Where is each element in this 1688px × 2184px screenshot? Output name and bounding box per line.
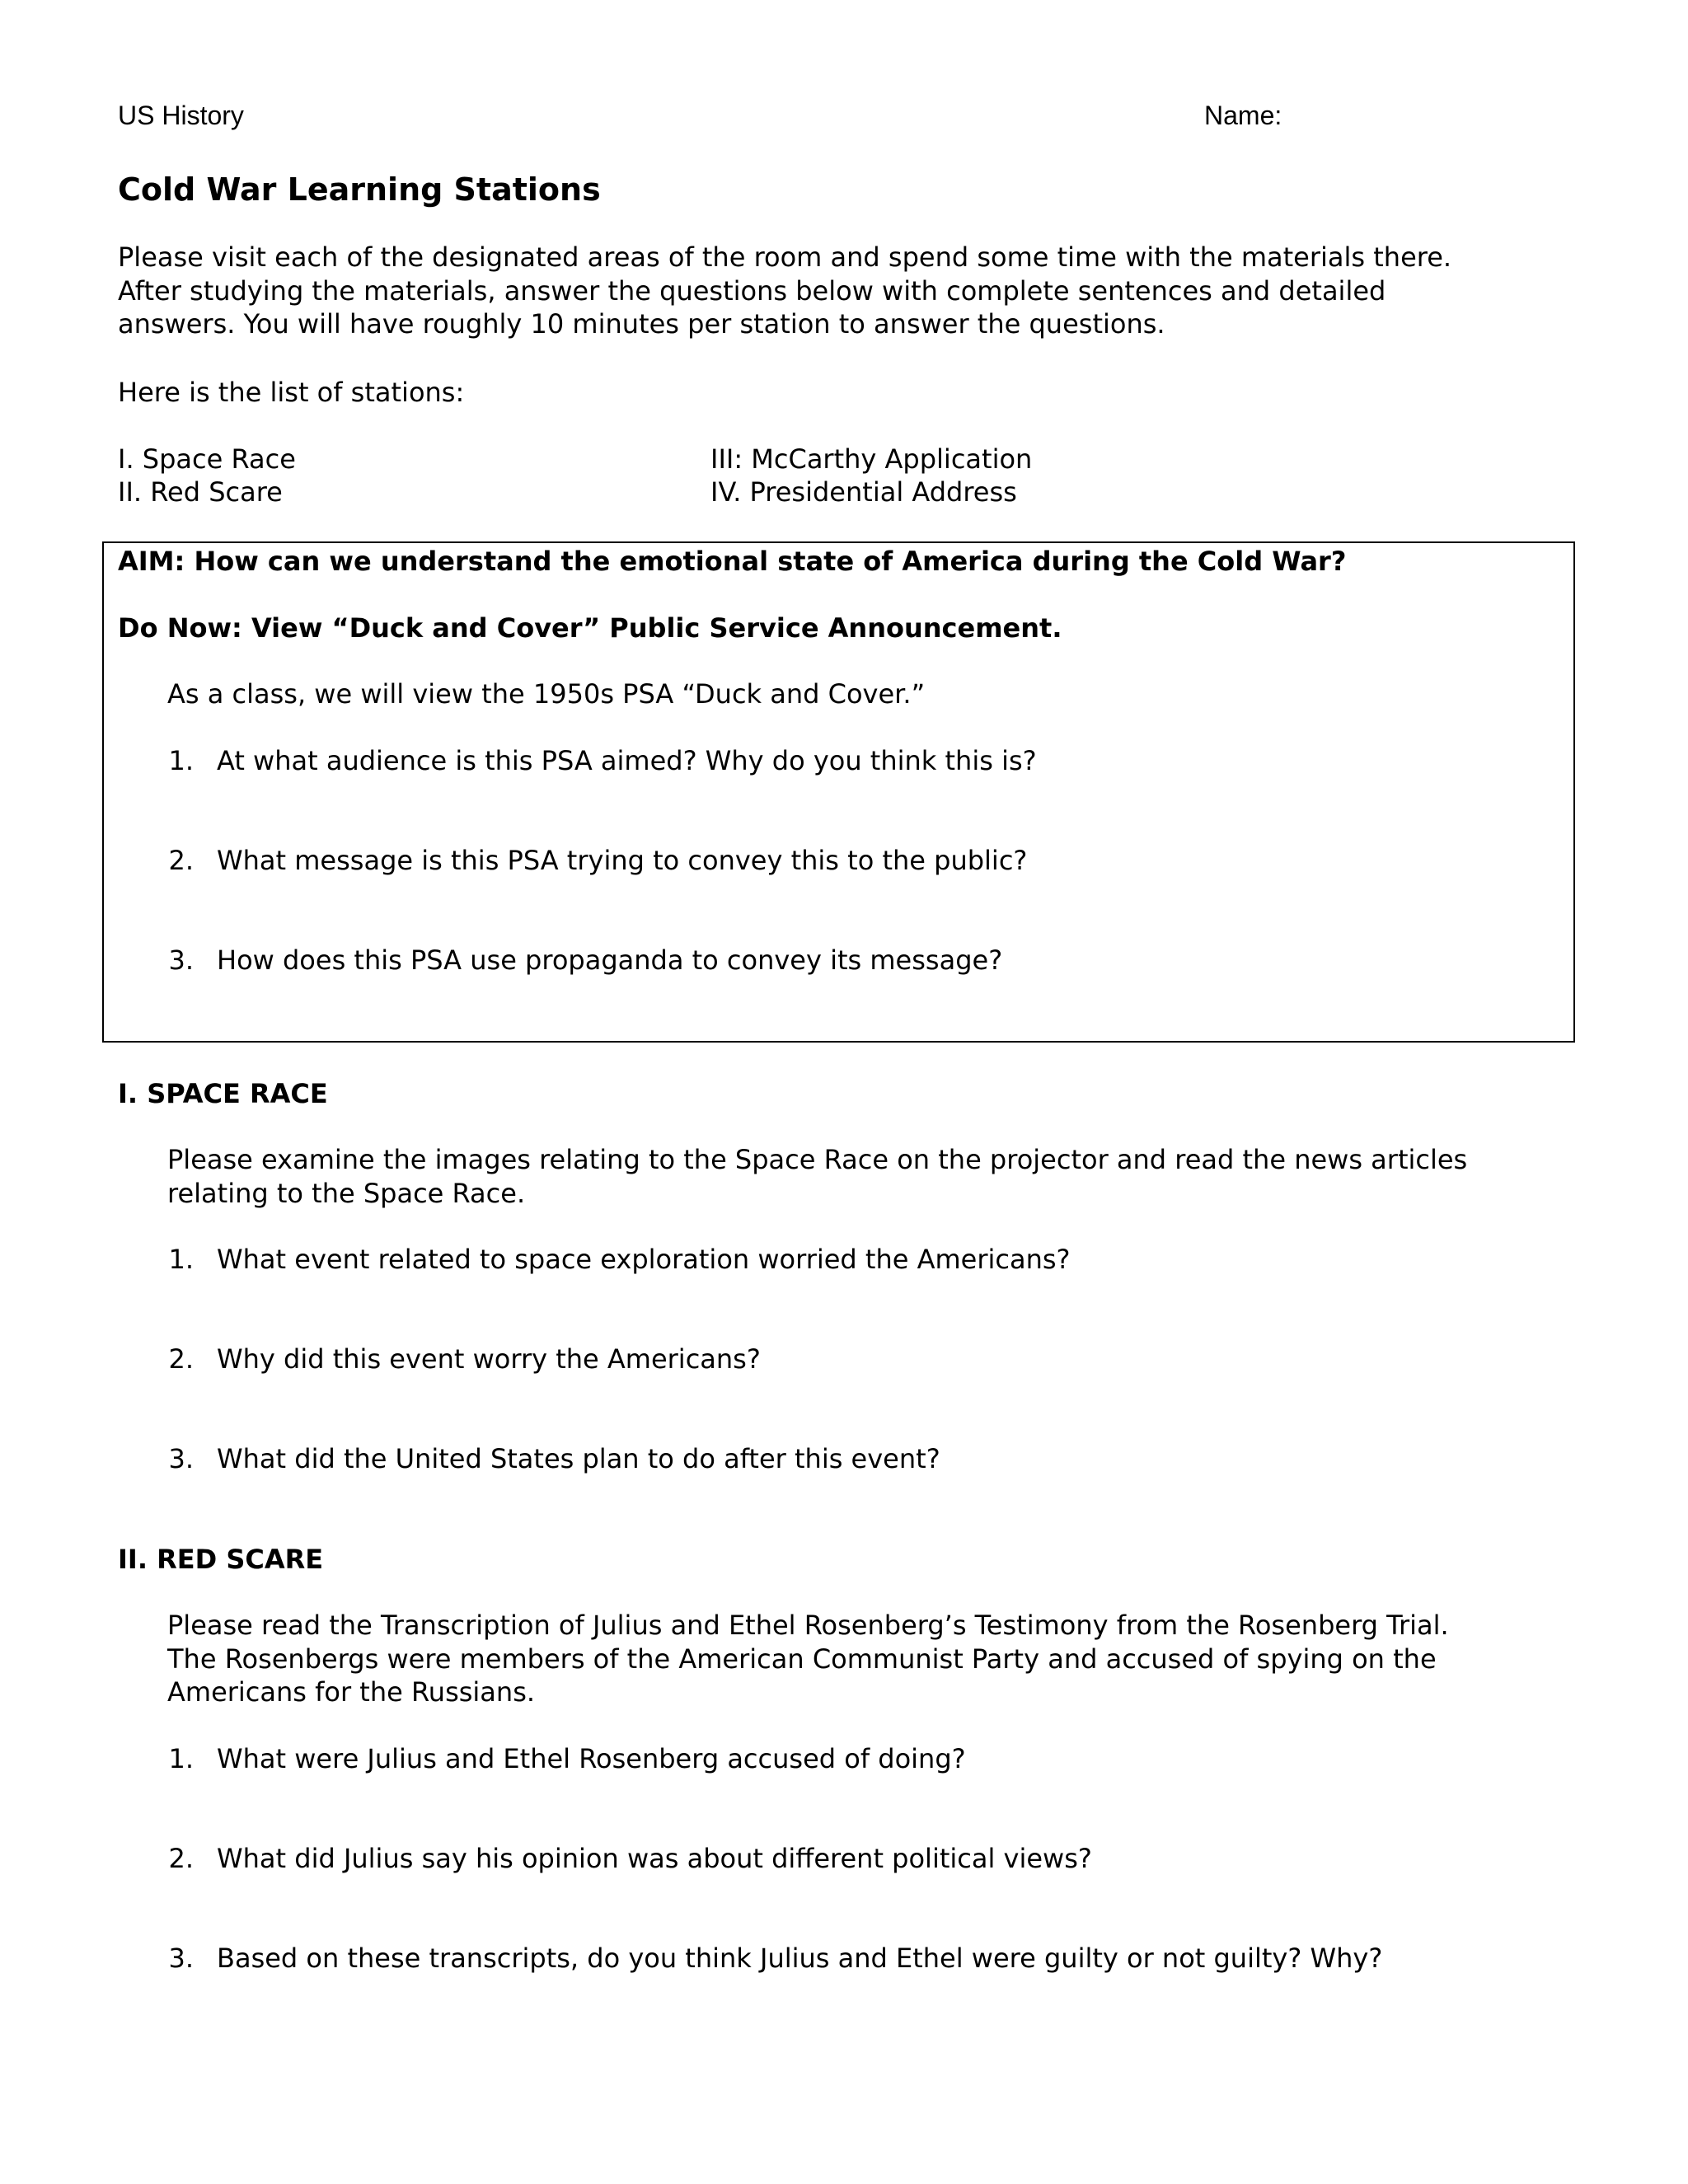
station-item-space-race: I. Space Race (118, 443, 296, 475)
section-heading-space-race: I. SPACE RACE (118, 1078, 328, 1109)
question-text: How does this PSA use propaganda to convey its message? (217, 944, 1003, 976)
station-item-presidential: IV. Presidential Address (710, 476, 1017, 508)
name-label: Name: (1204, 101, 1282, 130)
page-title: Cold War Learning Stations (118, 171, 601, 208)
course-label: US History (118, 101, 244, 130)
aim-instruction: As a class, we will view the 1950s PSA “Duck and Cover.” (167, 678, 926, 710)
question-text: What message is this PSA trying to convey this to the public? (217, 845, 1028, 876)
aim-statement: AIM: How can we understand the emotional state of America during the Cold War? (118, 546, 1347, 577)
question-number: 3. (168, 944, 194, 976)
intro-line: answers. You will have roughly 10 minutes per station to answer the questions. (118, 308, 1165, 340)
stations-list-label: Here is the list of stations: (118, 377, 465, 408)
question-text: What did the United States plan to do after this event? (217, 1443, 940, 1474)
intro-paragraph (118, 241, 1451, 341)
station-item-red-scare: II. Red Scare (118, 476, 283, 508)
question-number: 2. (168, 845, 194, 876)
space-race-instruction (167, 1143, 1467, 1210)
question-number: 1. (168, 1244, 194, 1275)
question-number: 3. (168, 1943, 194, 1974)
question-text: Why did this event worry the Americans? (217, 1343, 761, 1375)
instruction-line: Americans for the Russians. (167, 1676, 536, 1708)
do-now-statement: Do Now: View “Duck and Cover” Public Service Announcement. (118, 612, 1062, 644)
instruction-line: Please examine the images relating to the Space Race on the projector and read the news articles (167, 1144, 1468, 1175)
instruction-line: The Rosenbergs were members of the American Communist Party and accused of spying on the (167, 1643, 1437, 1675)
intro-line: Please visit each of the designated areas of the room and spend some time with the materials there. (118, 241, 1452, 273)
question-number: 2. (168, 1843, 194, 1874)
question-number: 1. (168, 745, 194, 776)
question-number: 2. (168, 1343, 194, 1375)
question-number: 3. (168, 1443, 194, 1474)
instruction-line: Please read the Transcription of Julius and Ethel Rosenberg’s Testimony from the Rosenberg Trial. (167, 1610, 1449, 1641)
intro-line: After studying the materials, answer the questions below with complete sentences and detailed (118, 274, 1386, 307)
station-item-mccarthy: III: McCarthy Application (710, 443, 1033, 475)
question-text: What were Julius and Ethel Rosenberg accused of doing? (217, 1743, 966, 1774)
red-scare-instruction (167, 1609, 1449, 1709)
section-heading-red-scare: II. RED SCARE (118, 1544, 324, 1575)
question-text: What did Julius say his opinion was about different political views? (217, 1843, 1092, 1874)
question-number: 1. (168, 1743, 194, 1774)
question-text: Based on these transcripts, do you think Julius and Ethel were guilty or not guilty? Why? (217, 1943, 1383, 1974)
question-text: At what audience is this PSA aimed? Why do you think this is? (217, 745, 1037, 776)
question-text: What event related to space exploration worried the Americans? (217, 1244, 1071, 1275)
instruction-line: relating to the Space Race. (167, 1177, 526, 1209)
